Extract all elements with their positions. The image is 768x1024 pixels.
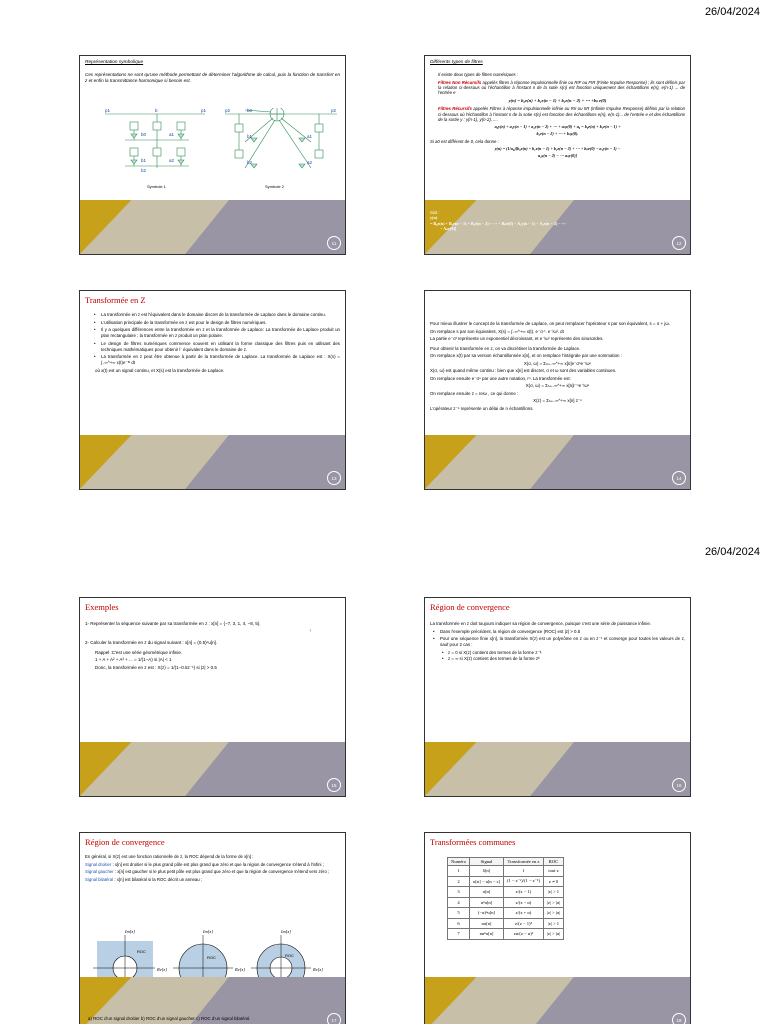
im-label-a: Im[z] — [125, 929, 136, 934]
slide-18[interactable] — [424, 832, 691, 1024]
equation-y-2: a₂y(n − 2) − ⋯ aₙy(0)] — [537, 152, 578, 158]
table-cell: |z| > 1 — [543, 887, 563, 898]
table-cell: nαⁿu[n] — [470, 929, 504, 940]
text-line: L'opérateur z⁻ⁿ représente un délai de n échantillons. — [430, 405, 534, 411]
re-label-b: Re[z] — [235, 967, 245, 972]
result-line: Donc, la transformée en z est : X(z) = 1/(1−0.5z⁻¹) si |z| > 0.5 — [95, 665, 217, 671]
condition-text: Si a0 est différent de 0, cela donne : — [430, 138, 499, 144]
bilateral-signal-text: : x[n] est bilatéral si la ROC décrit un anneau ; — [113, 876, 203, 882]
label-b2: b2 — [141, 168, 147, 173]
label-b1-sym2: b1 — [247, 134, 253, 139]
date-top: 26/04/2024 — [704, 6, 760, 18]
caption-symbole-2: Symbole 2 — [265, 184, 284, 189]
table-cell: 1 — [448, 866, 470, 877]
text-line: X(σ, ω) = Σₙ₌₋∞^+∞ x[n]r⁻ⁿe⁻ʲωⁿ — [525, 383, 590, 388]
table-cell: 5 — [448, 908, 470, 919]
table-cell: z ≠ 0 — [543, 876, 563, 887]
slide-title: Exemples — [85, 602, 119, 612]
slide-15[interactable] — [79, 597, 346, 797]
slide-number: 18 — [672, 1013, 686, 1024]
bullet-item: • Pour une séquence finie x[n], la transformée X(z) est un polynôme en z ou en z⁻¹ et converge pour toutes les valeurs de z, sauf pour 2 cas : — [430, 636, 685, 647]
bullet-item: • Il y a quelques différences entre la transformée en z et la transformée de Laplace: La transformée de Laplace produit un plan rectangulaire ; la transformée en z produit un plan polaire. — [91, 327, 340, 338]
roc-caption: a) ROC d'un signal droitier b) ROC d'un signal gaucher c) ROC d'un signal bilatéral — [88, 1016, 250, 1021]
intro-text: En général, si X(z) est une fonction rationnelle de z, la ROC dépend de la forme de x[n] : — [85, 854, 254, 860]
table-cell: 2 — [448, 876, 470, 887]
slide-14[interactable] — [424, 290, 691, 490]
im-label-c: Im[z] — [281, 929, 292, 934]
table-cell: (1 − z⁻ˢ)/(1 − z⁻¹) — [503, 876, 543, 887]
table-cell: u[n] — [470, 887, 504, 898]
sub-bullet-item: • z = 0 si X(z) contient des termes de la forme z⁻ᵏ. — [430, 650, 685, 656]
text-line: La partie e⁻σᵗ représente un exponentiel décroissant, et e⁻ʲωᵗ représente des sinusoïdes. — [430, 336, 604, 341]
label-p1: p1 — [105, 108, 111, 113]
slide-11[interactable] — [79, 55, 346, 255]
soit-label: Soit : — [430, 210, 440, 215]
label-p1-out: p1 — [201, 108, 207, 113]
footer-text: où x(t) est un signal continu, et X(s) est la transformée de Laplace. — [95, 367, 225, 373]
fnr-text: appelés filtres à réponse impulsionnelle finie ou RIF ou FIR (Finite Impulse Response) ; ils sont définis par la relation ci-dessous où l'échantillon à l'instant n de la sotie s(n) est fonction uniquement des échantillons e(n), e(n-1) ... de l'entrée e — [438, 79, 685, 96]
slide-12[interactable] — [424, 55, 691, 255]
slide-decoration — [425, 435, 690, 489]
transform-table — [447, 857, 564, 940]
left-signal-label: Signal gaucher — [85, 869, 114, 875]
bullet-item: • La transformée en z peut être obtenue à partir de la transformée de Laplace. La transformée de Laplace est : X(s) = ∫₋∞^+∞ x(t)e⁻ˢᵗ dt — [91, 354, 340, 365]
table-cell: 7 — [448, 929, 470, 940]
caption-symbole-1: Symbole 1 — [147, 184, 166, 189]
left-signal-text: : x[n] est gaucher si le plus petit pôle est plus grand que zéro et que la région de convergence s'étend vers zéro ; — [113, 869, 330, 875]
table-header-row — [448, 858, 564, 866]
table-cell: 1 — [503, 866, 543, 877]
table-cell: z/(z − 1)² — [503, 918, 543, 929]
slide-decoration — [425, 977, 690, 1024]
fr-label: Filtres Récursifs — [438, 106, 472, 112]
text-line: On remplace ensuite e⁻σⁿ par une autre notation, rⁿ. La transformée est: — [430, 375, 571, 381]
label-a1: a1 — [169, 132, 175, 137]
slide-title: Région de convergence — [85, 837, 165, 847]
table-cell: tout z — [543, 866, 563, 877]
table-row — [448, 876, 564, 887]
equation-final-2: = B₀e(n) + B₁e(n − 1) + B₂e(n − 2) + ⋯ + Bₙe(0) − A₁y(n − 1) − A₂e(n − 2) − ⋯ — [430, 220, 567, 226]
roc-label-c: ROC — [285, 953, 294, 958]
slide-number: 14 — [672, 471, 686, 485]
slide-number: 17 — [327, 1013, 341, 1024]
slide-decoration — [425, 742, 690, 796]
table-cell: u[n] − u[n − s] — [470, 876, 504, 887]
slide-decoration — [80, 435, 345, 489]
slide-title: Région de convergence — [430, 602, 510, 612]
label-b: b — [155, 108, 158, 113]
text-line: On remplace s par son équivalent, X(s) = ∫₋∞^+∞ x(t). e⁻σ·ᵗ. e⁻ʲωᵗ. dt — [430, 328, 564, 334]
text-line: Pour obtenir la transformée en z, on va discrétiser la transformée de Laplace. — [430, 345, 581, 351]
bullet-item: • Le design de filtres numériques commence souvent en utilisant la forme classique des filtres puis en utilisant des techniques mathématiques pour obtenir l` équivalent dans le domaine de z. — [91, 341, 340, 352]
equation-final-3: − Aₙy(0)] — [440, 225, 457, 231]
roc-label-b: ROC — [207, 955, 216, 960]
table-cell: αⁿu[n] — [470, 897, 504, 908]
slide-number: 15 — [327, 778, 341, 792]
table-cell: δ[n] — [470, 866, 504, 877]
question-2: 2- Calculer la transformée en z du signal suivant : x[n] = (0.5)ⁿu[n]. — [85, 639, 218, 645]
slide-title: Différents types de filtres — [430, 60, 483, 65]
fnr-label: Filtres Non Récursifs — [438, 79, 482, 85]
right-signal-text: : x[n] est droitier si le plus grand pôle est plus grand que zéro et que la région de convergence s'étend à l'infini ; — [111, 861, 324, 867]
slide-16[interactable] — [424, 597, 691, 797]
intro-text: La transformée en z doit toujours indiquer sa région de convergence, puisque c'est une série de puissance infinie. — [430, 621, 651, 627]
sub-bullet-item: • z = ∞ si X(z) contient des termes de la forme zᵏ — [430, 656, 685, 662]
table-cell: |z| > |α| — [543, 897, 563, 908]
table-row — [448, 897, 564, 908]
text-line: X(σ, ω) = Σₙ₌₋∞^+∞ x[n]e⁻σⁿe⁻ʲωⁿ — [523, 360, 592, 366]
equation-iir-1: a₀y(n) + a₁y(n − 1) + a₂y(n − 2) + ⋯ + aₙy(0) + a₀ = b₀e(n) + b₁e(n − 1) + — [494, 124, 621, 130]
col-header: ROC — [543, 858, 563, 866]
table-row — [448, 887, 564, 898]
bilateral-signal-label: Signal bilatéral — [85, 876, 114, 882]
label-b0-sym2: b0 — [247, 108, 253, 113]
im-label-b: Im[z] — [203, 929, 214, 934]
slide-number: 13 — [327, 471, 341, 485]
col-header: Signal — [470, 858, 504, 866]
col-header: Numéro — [448, 858, 470, 866]
slide-title: Transformées communes — [430, 837, 516, 847]
filter-diagram — [85, 108, 342, 200]
equation-iir-2: b₂e(n − 2) + ⋯ + bₙy(0). — [536, 130, 579, 136]
rappel-line: Rappel :C'est une série géométrique infinie. — [95, 649, 183, 655]
right-signal-label: Signal droitier — [85, 861, 112, 867]
table-cell: 4 — [448, 897, 470, 908]
equation-fir: y(n) = b₀e(n) + b₁e(n − 1) + b₂e(n − 2) + ⋯ +bₙ e(0) — [508, 97, 607, 103]
equation-final-1: y(n) — [430, 215, 438, 221]
bullet-item: • L'utilisation principale de la transformée en z est pour le design de filtres numériques. — [91, 320, 340, 326]
text-line: X(z) = Σₙ₌₋∞^+∞ x[n] z⁻ⁿ — [533, 398, 582, 403]
table-cell: |z| > |α| — [543, 908, 563, 919]
slide-number: 16 — [672, 778, 686, 792]
re-label-c: Re[z] — [313, 967, 323, 972]
table-row — [448, 866, 564, 877]
label-a1-sym2: a1 — [307, 134, 313, 139]
table-cell: z/(z − 1) — [503, 887, 543, 898]
label-p2-out: p2 — [331, 108, 337, 113]
label-a2-sym2: a2 — [307, 160, 313, 165]
bullet-item: • La transformée en z est l'équivalent dans le domaine discret de la transformée de Laplace dans le domaine continu. — [91, 312, 340, 318]
bullet-item: • Dans l'exemple précédent, la région de convergence (ROC) est |z| > 0.5 — [430, 629, 685, 635]
arrow-marker: ↑ — [309, 627, 312, 633]
label-a2: a2 — [169, 158, 175, 163]
text-line: X(σ, ω) est quand même continu : bien que x[n] est discret, σ et ω sont des variables continues. — [430, 368, 617, 373]
re-label-a: Re[z] — [157, 967, 167, 972]
slide-decoration — [80, 742, 345, 796]
slide-number: 11 — [327, 236, 341, 250]
fr-text: appelés Filtres à réponse impulsionnelle infinie ou RII ou IIR (Infinite Impulse Response) définis par la relation ci-dessous où l'échantillon à l'instant n de la sotie s(n) est fonction des échantillons e(n), e(n-1)... de l'entrée e et des échantillons de la sortie y : y(n-1), y(n-2), .... — [438, 106, 685, 123]
table-cell: z/(z − α) — [503, 897, 543, 908]
text-line: On remplace x(t) par sa version échantillonnée x[n], et on remplace l'intégrale par une sommation : — [430, 353, 622, 358]
table-cell: z/(z + α) — [503, 908, 543, 919]
text-line: Pour mieux illustrer le concept de la transformée de Laplace, on peut remplacer l'opérateur s par son équivalent, s = σ + jω. — [430, 321, 671, 326]
table-cell: zα/(z − α)² — [503, 929, 543, 940]
slide-13[interactable] — [79, 290, 346, 490]
slide-decoration — [80, 200, 345, 254]
date-mid: 26/04/2024 — [704, 546, 760, 558]
slide-title: Représentation symbolique — [85, 60, 144, 65]
col-header: Transformée en z — [503, 858, 543, 866]
slide-number: 12 — [672, 236, 686, 250]
table-row — [448, 929, 564, 940]
table-row — [448, 918, 564, 929]
intro-text: Il existe deux types de filtres numériques : — [438, 72, 519, 78]
table-cell: 6 — [448, 918, 470, 929]
slide-text: Ces représentations ne sont qu'une méthode permettant de déterminer l'algorithme de calcul, puis la fonction de transfert en z et enfin la transmittance harmonique si besoin est. — [85, 72, 340, 84]
text-line: On remplace ensuite z = reʲω , ce qui donne : — [430, 390, 519, 396]
question-1: 1- Représenter la séquence suivante par sa transformée en z : x[n] = {−7, 3, 1, 4, −8, 5}. — [85, 621, 261, 627]
table-row — [448, 908, 564, 919]
series-line: 1 + A + A² + A³ + ... = 1/(1−A) si |A| < 1 — [95, 657, 172, 663]
table-cell: |z| > |α| — [543, 929, 563, 940]
roc-label-a: ROC — [137, 949, 146, 954]
slide-17[interactable] — [79, 832, 346, 1024]
table-cell: (−α)ⁿu[n] — [470, 908, 504, 919]
label-b1: b1 — [141, 158, 147, 163]
table-cell: 3 — [448, 887, 470, 898]
label-p2: p2 — [225, 108, 231, 113]
equation-y-1: y(n) = (1/a₀)[b₀e(n) + b₁e(n − 1) + b₂e(n − 2) + ⋯ + bₙe(0) − a₁y(n − 1) − — [494, 146, 621, 152]
label-b0: b0 — [141, 132, 147, 137]
label-b2-sym2: b2 — [247, 160, 253, 165]
slide-title: Transformée en Z — [85, 295, 146, 305]
table-cell: |z| > 1 — [543, 918, 563, 929]
table-cell: nu[n] — [470, 918, 504, 929]
